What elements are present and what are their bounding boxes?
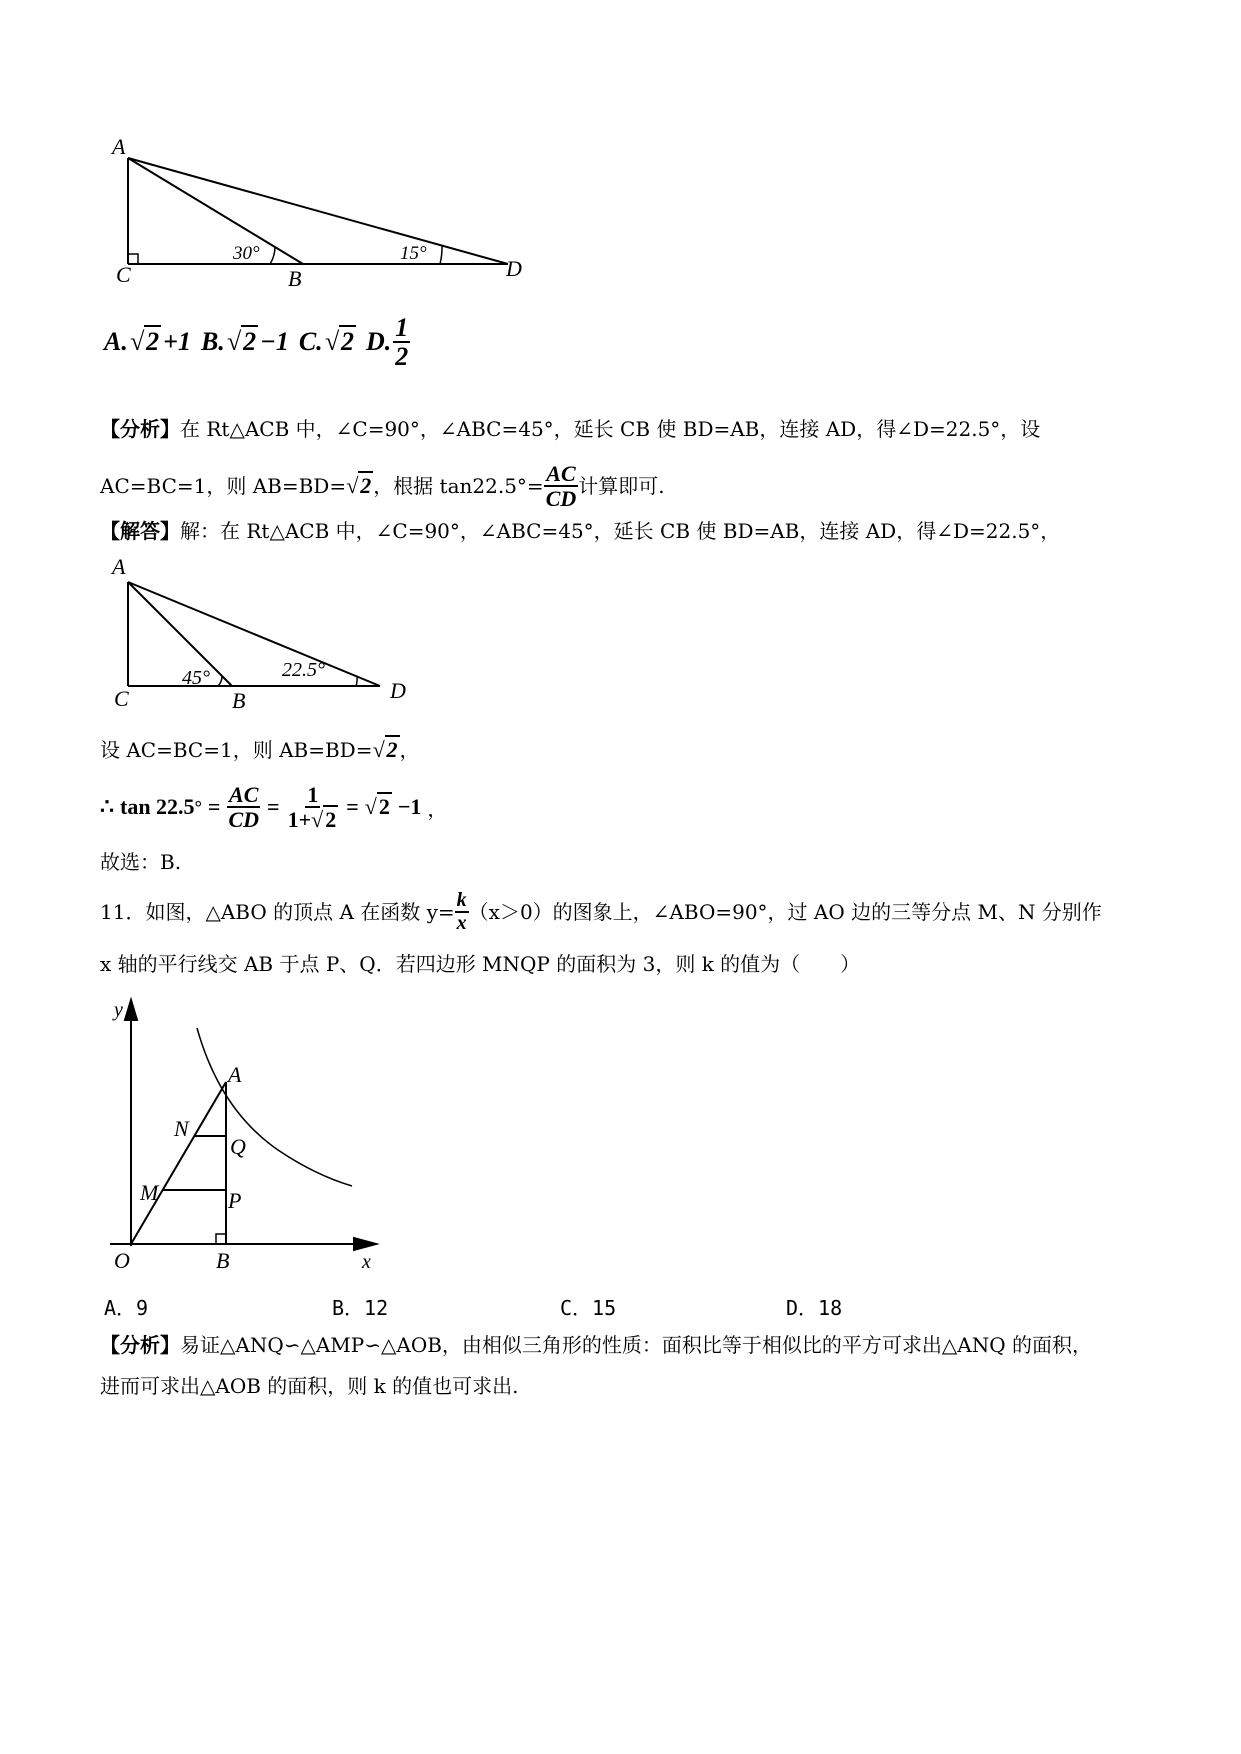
solution-set-line: 设 AC=BC=1，则 AB=BD= √2 ， [100,737,420,762]
point-label-q: Q [230,1134,246,1159]
analysis-tag: 【分析】 [100,1333,180,1357]
q11-line2: x 轴的平行线交 AB 于点 P、Q．若四边形 MNQP 的面积为 3，则 k 的值为（ ） [100,952,861,976]
fraction-k-x: $\frac{k}{x}$ [456,889,467,934]
sqrt-2: √2 [372,737,398,762]
point-label-b: B [216,1248,230,1273]
vertex-label-b: B [288,266,302,291]
fraction-1-over: $\frac{1}{1+√2}$ [287,781,337,832]
point-label-p: P [228,1188,242,1213]
figure-triangle-45-22 [100,550,430,720]
vertex-label-b: B [232,688,246,713]
therefore-symbol: ∴ [100,794,114,819]
vertex-label-d: D [506,256,522,281]
tan-equation: ∴ tan 22.5 ° = $\frac{AC}{CD}$ = $\frac{1}{1+√2}$ = √2 −1 ， [100,781,448,832]
sqrt-2: √2 [364,794,390,819]
angle-label-d: 15° [400,243,427,264]
solution-1-line1: 【解答】解：在 Rt△ACB 中，∠C=90°，∠ABC=45°，延长 CB 使 BD=AB，连接 AD，得∠D=22.5°， [100,519,1061,543]
analysis-2-line1: 【分析】易证△ANQ∽△AMP∽△AOB，由相似三角形的性质：面积比等于相似比的平方可求出△ANQ 的面积， [100,1333,1092,1357]
option-c-label: C. [298,327,323,356]
fraction-ac-cd: $\frac{AC}{CD}$ [545,460,577,511]
q10-options [104,312,410,372]
option-b-label: B. [200,327,225,356]
vertex-label-c: C [116,262,131,287]
vertex-label-a: A [112,554,126,579]
vertex-label-a: A [112,134,126,159]
q11-option-d: D．18 [786,1296,843,1320]
option-b-sqrt: √2 [226,327,257,356]
option-c-sqrt: √2 [324,327,354,356]
angle-label-b: 45° [182,667,210,689]
axis-label-y: y [114,999,123,1021]
vertex-label-d: D [390,678,406,703]
point-label-a: A [228,1062,242,1087]
q11-option-a: A．9 [104,1296,149,1320]
answer-line: 故选：B. [100,850,182,874]
q11-line1: 11．如图，△ABO 的顶点 A 在函数 y= $\frac{k}{x}$ （x＞0）的图象上，∠ABO=90°，过 AO 边的三等分点 M、N 分别作 [100,889,1102,934]
axis-label-x: x [362,1251,371,1273]
option-d-fraction: $\frac{1}{2}$ [395,312,409,371]
point-label-m: M [140,1180,159,1205]
angle-label-b: 30° [233,243,260,264]
option-a-sqrt: √2 [129,327,160,356]
analysis-tag: 【分析】 [100,417,180,441]
figure-hyperbola-graph [100,990,390,1280]
point-label-n: N [174,1116,189,1141]
analysis-1-line1: 【分析】在 Rt△ACB 中，∠C=90°，∠ABC=45°，延长 CB 使 BD=AB，连接 AD，得∠D=22.5°，设 [100,417,1041,441]
q11-option-c: C．15 [560,1296,617,1320]
analysis-1-line2: AC=BC=1，则 AB=BD= √2 ，根据 tan22.5°= $\frac{AC}{CD}$ 计算即可. [100,460,665,511]
fraction-ac-cd: $\frac{AC}{CD}$ [228,781,260,832]
solution-tag: 【解答】 [100,519,180,543]
analysis-2-line2: 进而可求出△AOB 的面积，则 k 的值也可求出. [100,1374,519,1398]
figure-triangle-30-15 [100,130,540,300]
angle-label-d: 22.5° [282,659,325,681]
sqrt-2: √2 [346,473,372,498]
option-a-label: A. [104,327,128,356]
vertex-label-c: C [114,686,129,711]
option-a-tail: +1 [163,327,191,356]
option-b-tail: −1 [260,327,289,356]
option-d-label: D. [365,327,392,356]
q11-option-b: B．12 [332,1296,389,1320]
point-label-o: O [114,1248,130,1273]
